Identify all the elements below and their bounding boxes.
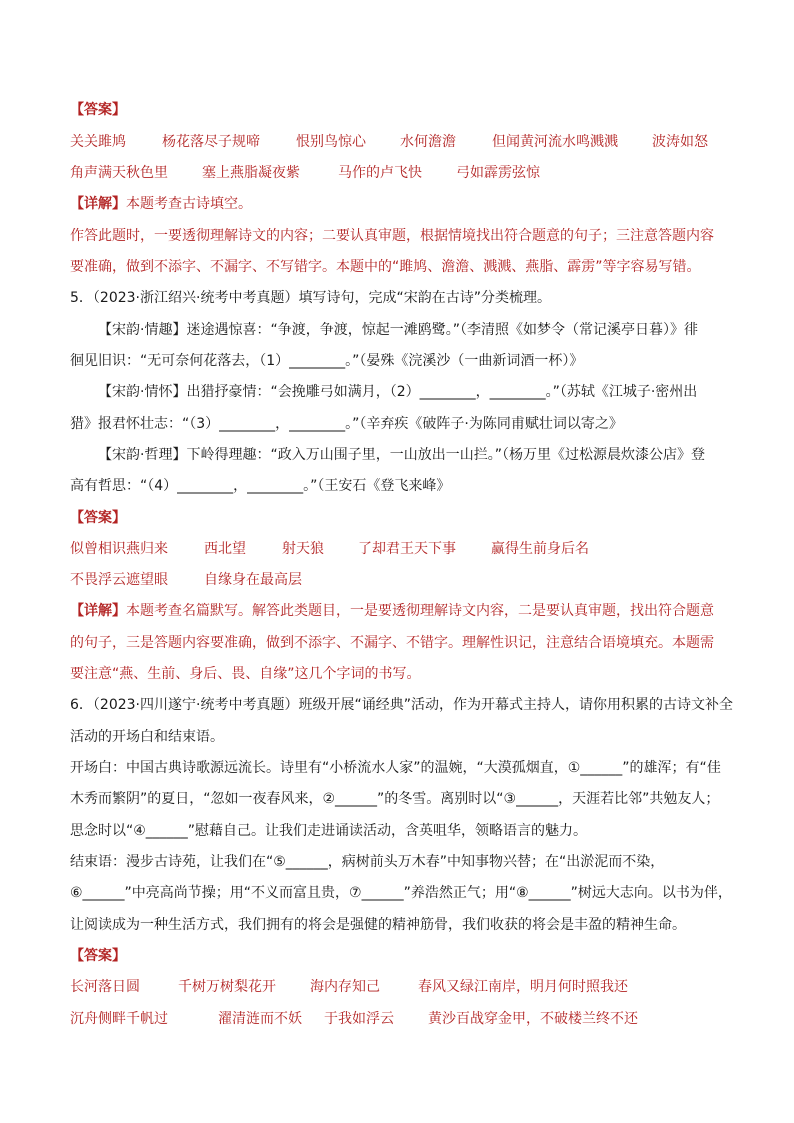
answer-row [70,978,730,996]
detail-text: 本题考查古诗填空。 [126,196,252,212]
paragraph-line: 徊见旧识：“无可奈何花落去，（1）________。”（晏殊《浣溪沙（一曲新词酒一杯）》 [70,353,584,369]
paragraph-line: 结束语：漫步古诗苑，让我们在“⑤______，病树前头万木春”中知事物兴替；在“出淤泥而不染， [70,854,665,870]
answer-item: 于我如浮云 [324,1011,394,1027]
detail-line [70,602,714,620]
answer-item: 水何澹澹 [400,134,456,150]
answer-item: 濯清涟而不妖 [218,1011,302,1027]
paragraph-line: 高有哲思：“（4）________，________。”（王安石《登飞来峰》 [70,478,451,494]
question-source: （2023·浙江绍兴·统考中考真题） [92,290,299,306]
answer-item: 沉舟侧畔千帆过 [70,1011,168,1027]
answer-item: 千树万树梨花开 [178,979,276,995]
answer-item: 塞上燕脂凝夜紫 [202,165,300,181]
paragraph-line: 猎》报君怀壮志：“（3）________，________。”（辛弃疾《破阵子·为陈同甫赋壮词以寄之》 [70,416,623,432]
answer-item: 波涛如怒 [652,134,708,150]
paragraph-line: 开场白：中国古典诗歌源远流长。诗里有“小桥流水人家”的温婉，“大漠孤烟直，①______”的雄浑；有“佳 [70,760,721,776]
answer-tag: 【答案】 [70,102,126,118]
answer-item: 了却君王天下事 [358,541,456,557]
detail-text: 要准确，做到不添字、不漏字、不写错字。本题中的“雎鸠、澹澹、溅溅、燕脂、霹雳”等字容易写错。 [70,259,701,275]
question-stem [70,289,551,307]
detail-tag: 【详解】 [70,196,126,212]
answer-item: 马作的卢飞快 [338,165,422,181]
answer-row [70,164,730,182]
answer-row [70,133,730,151]
answer-row [70,1010,730,1028]
detail-text: 的句子，三是答题内容要准确，做到不添字、不漏字、不错字。理解性识记，注意结合语境填充。本题需 [70,635,714,651]
question-number: 5． [70,290,93,306]
paragraph-line: 【宋韵·情怀】出猎抒豪情：“会挽雕弓如满月，（2）________，________。”（苏轼《江城子·密州出 [98,384,698,400]
detail-text: 作答此题时，一要透彻理解诗文的内容；二要认真审题，根据情境找出符合题意的句子；三注意答题内容 [70,228,714,244]
detail-text: 本题考查名篇默写。解答此类题目，一是要透彻理解诗文内容，二是要认真审题，找出符合题意 [126,603,714,619]
answer-item: 黄沙百战穿金甲，不破楼兰终不还 [428,1011,638,1027]
answer-row [70,571,730,589]
question-text: 填写诗句，完成“宋韵在古诗”分类梳理。 [298,290,551,306]
answer-item: 自缘身在最高层 [204,572,302,588]
question-text: 活动的开场白和结束语。 [70,729,224,745]
answer-item: 弓如霹雳弦惊 [456,165,540,181]
detail-text: 要注意“燕、生前、身后、畏、自缘”这几个字词的书写。 [70,666,421,682]
paragraph-line: ⑥______”中亮高尚节操；用“不义而富且贵，⑦______”养浩然正气；用“⑧______”树远大志向。以书为伴， [70,885,732,901]
paragraph-line: 【宋韵·哲理】下岭得理趣：“政入万山围子里，一山放出一山拦。”（杨万里《过松源晨炊漆公店》登 [98,447,705,463]
paragraph-line: 思念时以“④______”慰藉自己。让我们走进诵读活动，含英咀华，领略语言的魅力。 [70,823,588,839]
answer-item: 不畏浮云遮望眼 [70,572,168,588]
answer-item: 赢得生前身后名 [491,541,589,557]
answer-item: 恨别鸟惊心 [296,134,366,150]
answer-item: 射天狼 [282,541,324,557]
paragraph-line: 让阅读成为一种生活方式，我们拥有的将会是强健的精神筋骨，我们收获的将会是丰盈的精神生命。 [70,917,686,933]
paragraph-line: 木秀而繁阴”的夏日，“忽如一夜春风来，②______”的冬雪。离别时以“③______，天涯若比邻”共勉友人； [70,791,720,807]
question-text: 班级开展“诵经典”活动，作为开幕式主持人，请你用积累的古诗文补全 [298,697,733,713]
answer-item: 但闻黄河流水鸣溅溅 [492,134,618,150]
answer-item: 关关雎鸠 [70,134,126,150]
detail-tag: 【详解】 [70,603,126,619]
answer-tag: 【答案】 [70,510,126,526]
answer-item: 海内存知己 [310,979,380,995]
detail-line [70,195,252,213]
answer-item: 角声满天秋色里 [70,165,168,181]
answer-item: 杨花落尽子规啼 [162,134,260,150]
paragraph-line: 【宋韵·情趣】迷途遇惊喜：“争渡，争渡，惊起一滩鸥鹭。”（李清照《如梦令（常记溪亭日暮）》徘 [98,322,698,338]
answer-tag: 【答案】 [70,948,126,964]
answer-item: 西北望 [204,541,246,557]
answer-row [70,540,730,558]
answer-item: 春风又绿江南岸，明月何时照我还 [418,979,628,995]
question-number: 6． [70,697,93,713]
question-stem [70,696,733,714]
answer-item: 似曾相识燕归来 [70,541,168,557]
question-source: （2023·四川遂宁·统考中考真题） [92,697,299,713]
answer-item: 长河落日圆 [70,979,140,995]
